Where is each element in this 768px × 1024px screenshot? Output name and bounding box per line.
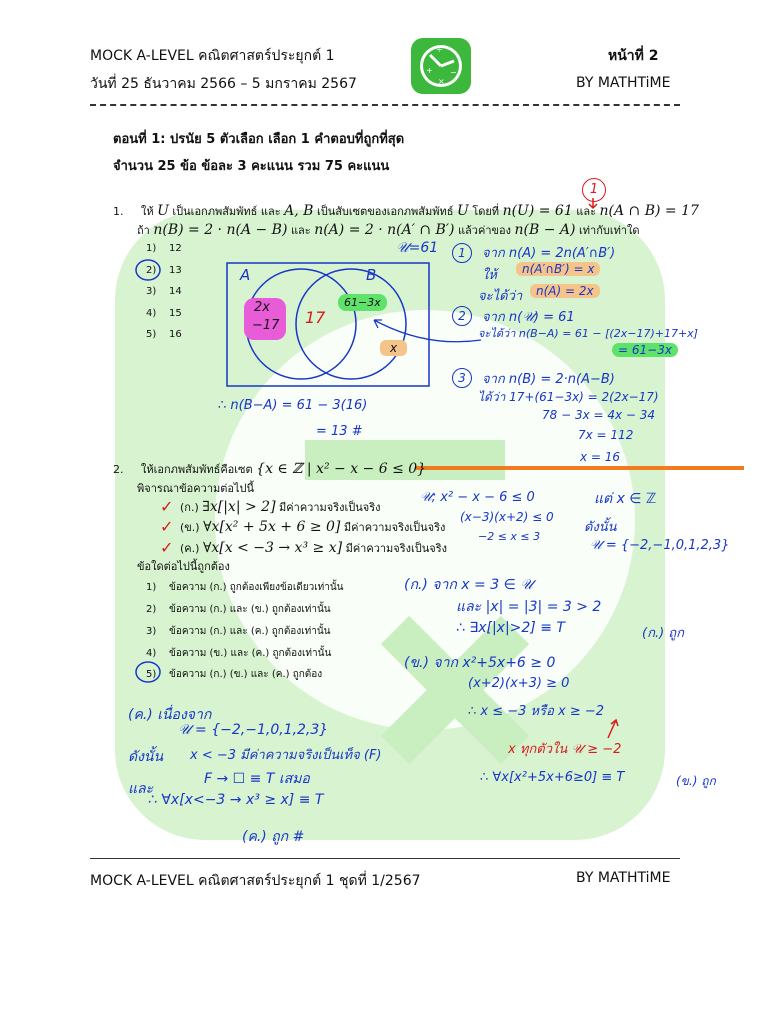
q2-therefore: ดังนั้น — [584, 520, 617, 535]
svg-text:+: + — [426, 66, 433, 75]
step1-line3b: n(A) = 2x — [530, 284, 600, 298]
venn-value-minus17: −17 — [252, 318, 280, 333]
q2-answer-circle-mark — [134, 660, 162, 684]
step3-line2: ได้ว่า 17+(61−3x) = 2(2x−17) — [478, 390, 659, 404]
q2-option-4[interactable]: 4) ข้อความ (ข.) และ (ค.) ถูกต้องเท่านั้น — [146, 648, 332, 659]
circle-one-mark: 1 — [582, 178, 606, 202]
step2-circle: 2 — [452, 306, 472, 326]
kk-work-line3b: x < −3 มีค่าความจริงเป็นเท็จ (F) — [190, 748, 382, 763]
kk-work-line4a: และ — [128, 781, 154, 797]
step1-line2a: ให้ — [482, 268, 497, 283]
handwritten-divider — [416, 466, 744, 470]
venn-value-2x: 2x — [254, 300, 270, 315]
kk-work-line2: 𝒰 = {−2,−1,0,1,2,3} — [178, 722, 329, 738]
venn-label-a: A — [240, 266, 251, 284]
q1-option-2[interactable]: 2) 13 — [146, 265, 182, 276]
q2-option-5[interactable]: 5) ข้อความ (ก.) (ข.) และ (ค.) ถูกต้อง — [146, 669, 323, 680]
venn-value-61-3x: 61−3x — [338, 294, 387, 311]
q2-prompt: ข้อใดต่อไปนี้ถูกต้อง — [137, 560, 230, 573]
kh-work-line3: ∴ x ≤ −3 หรือ x ≥ −2 — [468, 704, 605, 719]
step1-line1: จาก n(A) = 2n(A′∩B′) — [482, 246, 616, 261]
svg-text:×: × — [438, 77, 445, 86]
step3-line1: จาก n(B) = 2·n(A−B) — [482, 372, 615, 387]
mathtime-logo-icon — [410, 37, 472, 95]
k-work-line1: (ก.) จาก x = 3 ∈ 𝒰 — [404, 577, 533, 593]
footer-rule — [90, 858, 680, 859]
q2-option-3[interactable]: 3) ข้อความ (ก.) และ (ค.) ถูกต้องเท่านั้น — [146, 626, 331, 637]
q2-universe-work: 𝒰; x² − x − 6 ≤ 0 — [420, 490, 535, 505]
step3-line5: x = 16 — [580, 450, 621, 464]
q1-answer-circle-mark — [134, 258, 162, 282]
kh-work-result: (ข.) ถูก — [676, 774, 716, 788]
q2-option-2[interactable]: 2) ข้อความ (ก.) และ (ข.) ถูกต้องเท่านั้น — [146, 604, 331, 615]
kh-work-line4: ∴ ∀x[x²+5x+6≥0] ≡ T — [480, 770, 625, 785]
step3-line3: 78 − 3x = 4x − 34 — [542, 408, 656, 422]
q2-statement-kh: (ข.) ∀x[x² + 5x + 6 ≥ 0] มีค่าความจริงเป็นจริง — [180, 519, 446, 535]
page-label: หน้าที่ 2 — [608, 48, 659, 64]
svg-text:−: − — [450, 68, 457, 77]
section-title: ตอนที่ 1: ปรนัย 5 ตัวเลือก เลือก 1 คำตอบที่ถูกที่สุด — [113, 132, 405, 147]
check-mark-k: ✓ — [160, 497, 174, 516]
universe-label: 𝒰=61 — [396, 240, 439, 256]
q2-factor: (x−3)(x+2) ≤ 0 — [460, 510, 554, 524]
section-info: จำนวน 25 ข้อ ข้อละ 3 คะแนน รวม 75 คะแนน — [113, 159, 390, 174]
check-mark-kk: ✓ — [160, 538, 174, 557]
svg-text:÷: ÷ — [436, 45, 443, 54]
venn-value-17: 17 — [305, 308, 326, 327]
q1-line2: ถ้า n(B) = 2 · n(A − B) และ n(A) = 2 · n(A′ ∩ B′) แล้วค่าของ n(B − A) เท่ากับเท่าใด — [137, 222, 640, 238]
kk-work-line1: (ค.) เนื่องจาก — [128, 707, 212, 723]
q1-option-4[interactable]: 4) 15 — [146, 308, 182, 319]
q2-statement-kk: (ค.) ∀x[x < −3 → x³ ≥ x] มีค่าความจริงเป็นจริง — [180, 540, 448, 556]
q2-option-1[interactable]: 1) ข้อความ (ก.) ถูกต้องเพียงข้อเดียวเท่านั้น — [146, 582, 344, 593]
q1-line1: 1. ให้ U เป็นเอกภพสัมพัทธ์ และ A, B เป็นสับเซตของเอกภพสัมพัทธ์ U โดยที่ n(U) = 61 และ n(A ∩ B) = 17 — [113, 203, 699, 219]
step2-line1: จาก n(𝒰) = 61 — [482, 310, 575, 325]
header-title: MOCK A-LEVEL คณิตศาสตร์ประยุกต์ 1 — [90, 48, 335, 64]
q2-statement-k: (ก.) ∃x[|x| > 2] มีค่าความจริงเป็นจริง — [180, 499, 381, 515]
answer1-line2: = 13 # — [316, 424, 363, 439]
kh-work-line2: (x+2)(x+3) ≥ 0 — [468, 676, 570, 691]
header-dates: วันที่ 25 ธันวาคม 2566 – 5 มกราคม 2567 — [90, 76, 357, 92]
step1-line2b: n(A′∩B′) = x — [516, 262, 600, 276]
kk-work-line6: (ค.) ถูก # — [242, 829, 305, 845]
q2-universe-set: 𝒰 = {−2,−1,0,1,2,3} — [590, 538, 730, 553]
step3-circle: 3 — [452, 368, 472, 388]
venn-value-x: x — [380, 340, 407, 356]
q2-but-integer: แต่ x ∈ ℤ — [594, 491, 657, 507]
answer1-line1: ∴ n(B−A) = 61 − 3(16) — [218, 398, 368, 413]
kh-work-line1: (ข.) จาก x²+5x+6 ≥ 0 — [404, 655, 556, 671]
step2-line3: = 61−3x — [612, 343, 678, 357]
step3-line4: 7x = 112 — [578, 428, 634, 442]
q1-option-1[interactable]: 1) 12 — [146, 243, 182, 254]
footer-right: BY MATHTiME — [576, 870, 671, 886]
step1-circle: 1 — [452, 243, 472, 263]
header-by: BY MATHTiME — [576, 75, 671, 91]
k-work-result: (ก.) ถูก — [642, 626, 685, 641]
arrow-up-mark — [606, 716, 620, 740]
kk-work-line4b: F → ☐ ≡ T เสมอ — [204, 771, 310, 787]
kk-work-line5: ∴ ∀x[x<−3 → x³ ≥ x] ≡ T — [148, 792, 324, 808]
kh-red-note: x ทุกตัวใน 𝒰 ≥ −2 — [508, 742, 622, 757]
q2-line1: 2. ให้เอกภพสัมพัทธ์คือเซต {x ∈ ℤ | x² − x − 6 ≤ 0} — [113, 461, 427, 477]
k-work-line3: ∴ ∃x[|x|>2] ≡ T — [456, 620, 565, 636]
venn-label-b: B — [366, 266, 377, 284]
check-mark-kh: ✓ — [160, 517, 174, 536]
header-divider — [90, 104, 680, 106]
q1-option-3[interactable]: 3) 14 — [146, 286, 182, 297]
step1-line3a: จะได้ว่า — [478, 289, 523, 304]
kk-work-line3a: ดังนั้น — [128, 749, 164, 765]
q1-option-5[interactable]: 5) 16 — [146, 329, 182, 340]
arrow-down-mark — [586, 198, 600, 210]
step2-line2: จะได้ว่า n(B−A) = 61 − [(2x−17)+17+x] — [478, 327, 698, 340]
q2-range: −2 ≤ x ≤ 3 — [478, 530, 541, 543]
footer-left: MOCK A-LEVEL คณิตศาสตร์ประยุกต์ 1 ชุดที่ 1/2567 — [90, 873, 421, 889]
q2-line2: พิจารณาข้อความต่อไปนี้ — [137, 482, 255, 495]
k-work-line2: และ |x| = |3| = 3 > 2 — [456, 599, 602, 615]
